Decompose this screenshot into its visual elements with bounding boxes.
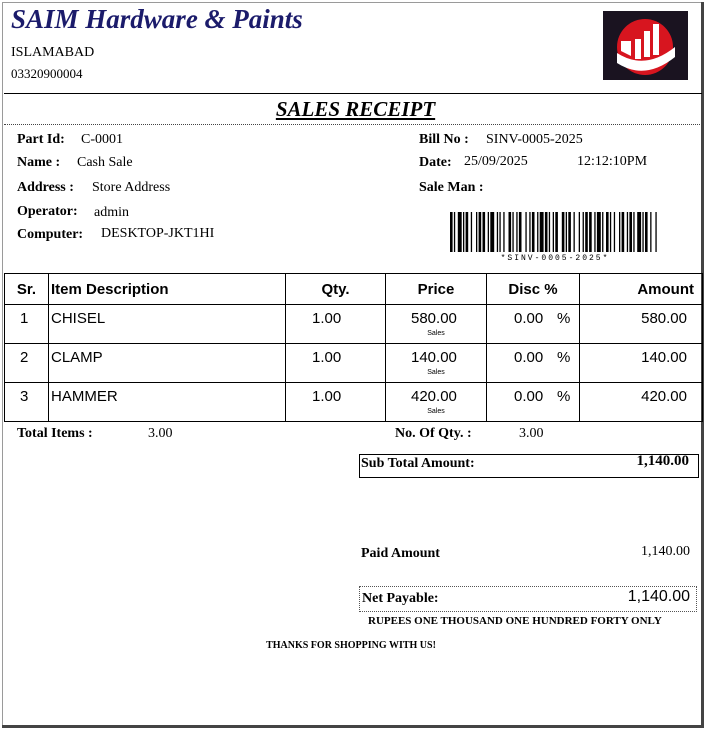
row-disc-cell xyxy=(487,383,580,422)
barcode-bar xyxy=(483,212,486,252)
barcode-bar xyxy=(614,212,615,252)
barcode-bar xyxy=(488,212,489,252)
row-pct: % xyxy=(557,310,571,327)
barcode-bar xyxy=(466,212,469,252)
barcode-bar xyxy=(655,212,656,252)
barcode-bar xyxy=(594,212,595,252)
barcode-bar xyxy=(589,212,592,252)
barcode-text: *SINV-0005-2025* xyxy=(500,254,610,263)
address-label: Address : xyxy=(17,180,74,195)
barcode-bar xyxy=(645,212,648,252)
barcode-bar xyxy=(525,212,526,252)
barcode-bar xyxy=(529,212,530,252)
row-disc: 0.00 xyxy=(514,388,544,405)
row-disc-cell xyxy=(487,305,580,344)
table-row xyxy=(5,344,703,383)
barcode-bar xyxy=(454,212,455,252)
barcode-bar xyxy=(574,212,575,252)
row-item-cell xyxy=(49,344,286,383)
barcode-bar xyxy=(516,212,517,252)
barcode-bar xyxy=(622,212,625,252)
barcode-bar xyxy=(532,212,535,252)
barcode-bar xyxy=(566,212,567,252)
total-items-label: Total Items : xyxy=(17,426,93,441)
company-name: SAIM Hardware & Paints xyxy=(11,4,303,34)
row-sr-cell xyxy=(5,305,49,344)
barcode-bar xyxy=(463,212,464,252)
row-item: CLAMP xyxy=(51,349,103,366)
time-value: 12:12:10PM xyxy=(577,154,648,169)
row-sr: 1 xyxy=(20,310,29,327)
row-price-cell xyxy=(386,383,487,422)
computer-value: DESKTOP-JKT1HI xyxy=(101,226,215,241)
col-header-item: Item Description xyxy=(49,274,286,305)
row-sr: 3 xyxy=(20,388,29,405)
bar-chart-logo-icon xyxy=(603,11,688,80)
row-price-cell xyxy=(386,305,487,344)
col-header-amount: Amount xyxy=(580,274,703,305)
date-value: 25/09/2025 xyxy=(464,154,528,169)
name-label: Name : xyxy=(17,155,61,170)
barcode-bar xyxy=(458,212,462,252)
row-disc-cell xyxy=(487,344,580,383)
barcode-bar xyxy=(537,212,538,252)
row-amount-cell xyxy=(580,305,703,344)
row-price-note: Sales xyxy=(427,408,445,415)
thanks-message: THANKS FOR SHOPPING WITH US! xyxy=(266,640,436,651)
company-phone: 03320900004 xyxy=(11,66,83,81)
barcode-bar xyxy=(503,212,504,252)
row-item-cell xyxy=(49,305,286,344)
row-price: 140.00 xyxy=(411,349,457,366)
bill-no-label: Bill No : xyxy=(419,132,469,147)
computer-label: Computer: xyxy=(17,227,84,242)
barcode-bar xyxy=(509,212,512,252)
barcode-bar xyxy=(602,212,603,252)
barcode-bar xyxy=(627,212,628,252)
table-row xyxy=(5,383,703,422)
row-item: HAMMER xyxy=(51,388,118,405)
row-qty: 1.00 xyxy=(312,349,342,366)
row-qty-cell xyxy=(286,383,386,422)
date-label: Date: xyxy=(419,155,452,170)
row-disc: 0.00 xyxy=(514,349,544,366)
col-header-qty: Qty. xyxy=(286,274,386,305)
col-header-disc: Disc % xyxy=(487,274,580,305)
barcode-bar xyxy=(585,212,588,252)
barcode-bar xyxy=(471,212,472,252)
row-amount: 140.00 xyxy=(641,349,687,366)
barcode-bar xyxy=(629,212,632,252)
row-sr: 2 xyxy=(20,349,29,366)
row-qty-cell xyxy=(286,344,386,383)
row-item: CHISEL xyxy=(51,310,106,327)
barcode-bar xyxy=(490,212,494,252)
barcode-bar xyxy=(562,212,565,252)
barcode-bar xyxy=(579,212,580,252)
barcode-bar xyxy=(606,212,609,252)
bill-no-value: SINV-0005-2025 xyxy=(486,132,583,147)
amount-in-words: RUPEES ONE THOUSAND ONE HUNDRED FORTY ONLY xyxy=(368,615,662,627)
header-divider-bottom xyxy=(4,124,702,125)
paid-amount-value: 1,140.00 xyxy=(641,544,690,559)
barcode-bar xyxy=(597,212,601,252)
barcode-bar xyxy=(633,212,634,252)
no-of-qty-value: 3.00 xyxy=(519,426,544,441)
barcode-bar xyxy=(450,212,453,252)
row-amount-cell xyxy=(580,383,703,422)
part-id-value: C-0001 xyxy=(81,132,123,147)
row-price-note: Sales xyxy=(427,369,445,376)
row-sr-cell xyxy=(5,383,49,422)
net-payable-value: 1,140.00 xyxy=(627,588,690,605)
barcode-image xyxy=(450,212,658,252)
row-amount: 420.00 xyxy=(641,388,687,405)
barcode-bar xyxy=(545,212,548,252)
barcode-bar xyxy=(637,212,641,252)
address-value: Store Address xyxy=(92,180,171,195)
row-item-cell xyxy=(49,383,286,422)
sub-total-label: Sub Total Amount: xyxy=(361,456,475,471)
sale-man-label: Sale Man : xyxy=(419,180,484,195)
total-items-value: 3.00 xyxy=(148,426,173,441)
barcode-bar xyxy=(497,212,498,252)
row-pct: % xyxy=(557,388,571,405)
page-border-bottom xyxy=(2,725,704,728)
barcode-bar xyxy=(476,212,477,252)
barcode-bar xyxy=(479,212,482,252)
barcode-bar xyxy=(619,212,620,252)
row-qty: 1.00 xyxy=(312,388,342,405)
barcode-bar xyxy=(512,212,513,252)
barcode-bar xyxy=(540,212,544,252)
operator-label: Operator: xyxy=(17,204,78,219)
header-divider-top xyxy=(4,93,702,94)
receipt-title: SALES RECEIPT xyxy=(275,97,436,121)
row-amount-cell xyxy=(580,344,703,383)
table-row xyxy=(5,305,703,344)
col-header-sr: Sr. xyxy=(5,274,49,305)
row-disc: 0.00 xyxy=(514,310,544,327)
row-pct: % xyxy=(557,349,571,366)
barcode-bar xyxy=(568,212,571,252)
row-price-cell xyxy=(386,344,487,383)
no-of-qty-label: No. Of Qty. : xyxy=(395,426,472,441)
barcode-bar xyxy=(549,212,550,252)
row-price: 420.00 xyxy=(411,388,457,405)
net-payable-label: Net Payable: xyxy=(362,591,439,606)
operator-value: admin xyxy=(94,205,129,220)
sub-total-value: 1,140.00 xyxy=(636,453,689,469)
items-table xyxy=(4,273,703,422)
table-header-row xyxy=(5,274,703,305)
barcode-bar xyxy=(499,212,500,252)
barcode-bar xyxy=(642,212,643,252)
row-qty: 1.00 xyxy=(312,310,342,327)
name-value: Cash Sale xyxy=(77,155,133,170)
barcode-bar xyxy=(519,212,522,252)
barcode-bar xyxy=(553,212,554,252)
barcode-bar xyxy=(583,212,584,252)
col-header-price: Price xyxy=(386,274,487,305)
barcode-bar xyxy=(555,212,558,252)
row-sr-cell xyxy=(5,344,49,383)
row-amount: 580.00 xyxy=(641,310,687,327)
part-id-label: Part Id: xyxy=(17,132,65,147)
barcode-bar xyxy=(610,212,611,252)
page-border-top xyxy=(2,2,704,3)
barcode-bar xyxy=(650,212,651,252)
paid-amount-label: Paid Amount xyxy=(361,546,440,561)
row-price-note: Sales xyxy=(427,330,445,337)
company-city: ISLAMABAD xyxy=(11,45,95,60)
row-qty-cell xyxy=(286,305,386,344)
row-price: 580.00 xyxy=(411,310,457,327)
